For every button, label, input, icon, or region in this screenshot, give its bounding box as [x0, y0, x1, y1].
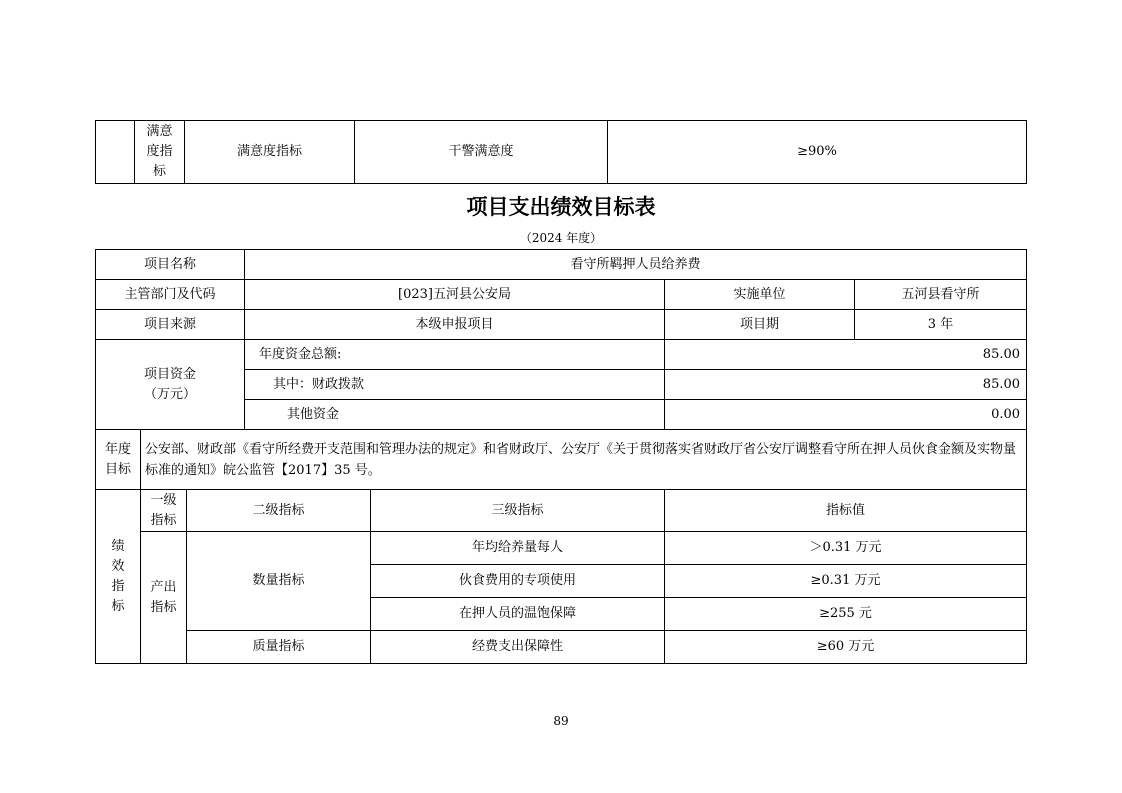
annual-goal-text: 公安部、财政部《看守所经费开支范围和管理办法的规定》和省财政厅、公安厅《关于贯彻落实省财政厅省公安厅调整看守所在押人员伙食金额及实物量标准的通知》皖公监管【2017】35 号。 — [141, 430, 1027, 490]
other-funds-value: 0.00 — [665, 400, 1027, 430]
page-number: 89 — [553, 714, 569, 728]
annual-goal-label-cell — [96, 430, 141, 490]
indicator-value: ≥0.31 万元 — [665, 565, 1027, 598]
project-source-label: 项目来源 — [96, 310, 245, 340]
department-label: 主管部门及代码 — [96, 280, 245, 310]
page-title: 项目支出绩效目标表 — [466, 195, 656, 219]
project-source-value: 本级申报项目 — [245, 310, 665, 340]
annual-total-value: 85.00 — [665, 340, 1027, 370]
project-funds-label-cell — [96, 340, 245, 430]
indicator-name: 年均给养量每人 — [371, 532, 665, 565]
other-funds-label: 其他资金 — [245, 400, 665, 430]
project-period-value: 3 年 — [855, 310, 1027, 340]
satisfaction-tertiary: 干警满意度 — [355, 121, 608, 184]
annual-total-label: 年度资金总额: — [245, 340, 665, 370]
performance-indicators-label: 绩 效 指 标 — [111, 538, 125, 614]
annual-goal-label: 年度 目标 — [104, 441, 131, 477]
indicator-name: 在押人员的温饱保障 — [371, 598, 665, 631]
level1-header-cell — [141, 490, 187, 532]
indicator-value: ≥255 元 — [665, 598, 1027, 631]
indicator-value: ≥60 万元 — [665, 631, 1027, 664]
project-funds-label: 项目资金 （万元） — [143, 366, 196, 402]
indicator-name: 伙食费用的专项使用 — [371, 565, 665, 598]
performance-indicators-label-cell — [96, 490, 141, 664]
performance-target-table — [95, 249, 1027, 664]
output-indicator-label-cell — [141, 532, 187, 664]
satisfaction-category-cell — [135, 121, 185, 184]
satisfaction-category: 满意 度指 标 — [146, 124, 173, 179]
empty-cell — [96, 121, 135, 184]
quantity-indicator-label: 数量指标 — [187, 532, 371, 631]
project-name-label: 项目名称 — [96, 250, 245, 280]
project-period-label: 项目期 — [665, 310, 855, 340]
level2-header: 二级指标 — [187, 490, 371, 532]
level3-header: 三级指标 — [371, 490, 665, 532]
output-indicator-label: 产出 指标 — [150, 579, 177, 615]
satisfaction-value: ≥90% — [608, 121, 1027, 184]
fiscal-allocation-label: 其中：财政拨款 — [245, 370, 665, 400]
department-value: [023]五河县公安局 — [245, 280, 665, 310]
continuation-table — [95, 120, 1027, 184]
fiscal-allocation-value: 85.00 — [665, 370, 1027, 400]
fiscal-year: （2024 年度） — [519, 231, 603, 245]
indicator-value-header: 指标值 — [665, 490, 1027, 532]
indicator-name: 经费支出保障性 — [371, 631, 665, 664]
implementing-unit-value: 五河县看守所 — [855, 280, 1027, 310]
project-name-value: 看守所羁押人员给养费 — [245, 250, 1027, 280]
quality-indicator-label: 质量指标 — [187, 631, 371, 664]
level1-header: 一级 指标 — [150, 492, 177, 528]
implementing-unit-label: 实施单位 — [665, 280, 855, 310]
indicator-value: ＞0.31 万元 — [665, 532, 1027, 565]
satisfaction-secondary: 满意度指标 — [185, 121, 355, 184]
